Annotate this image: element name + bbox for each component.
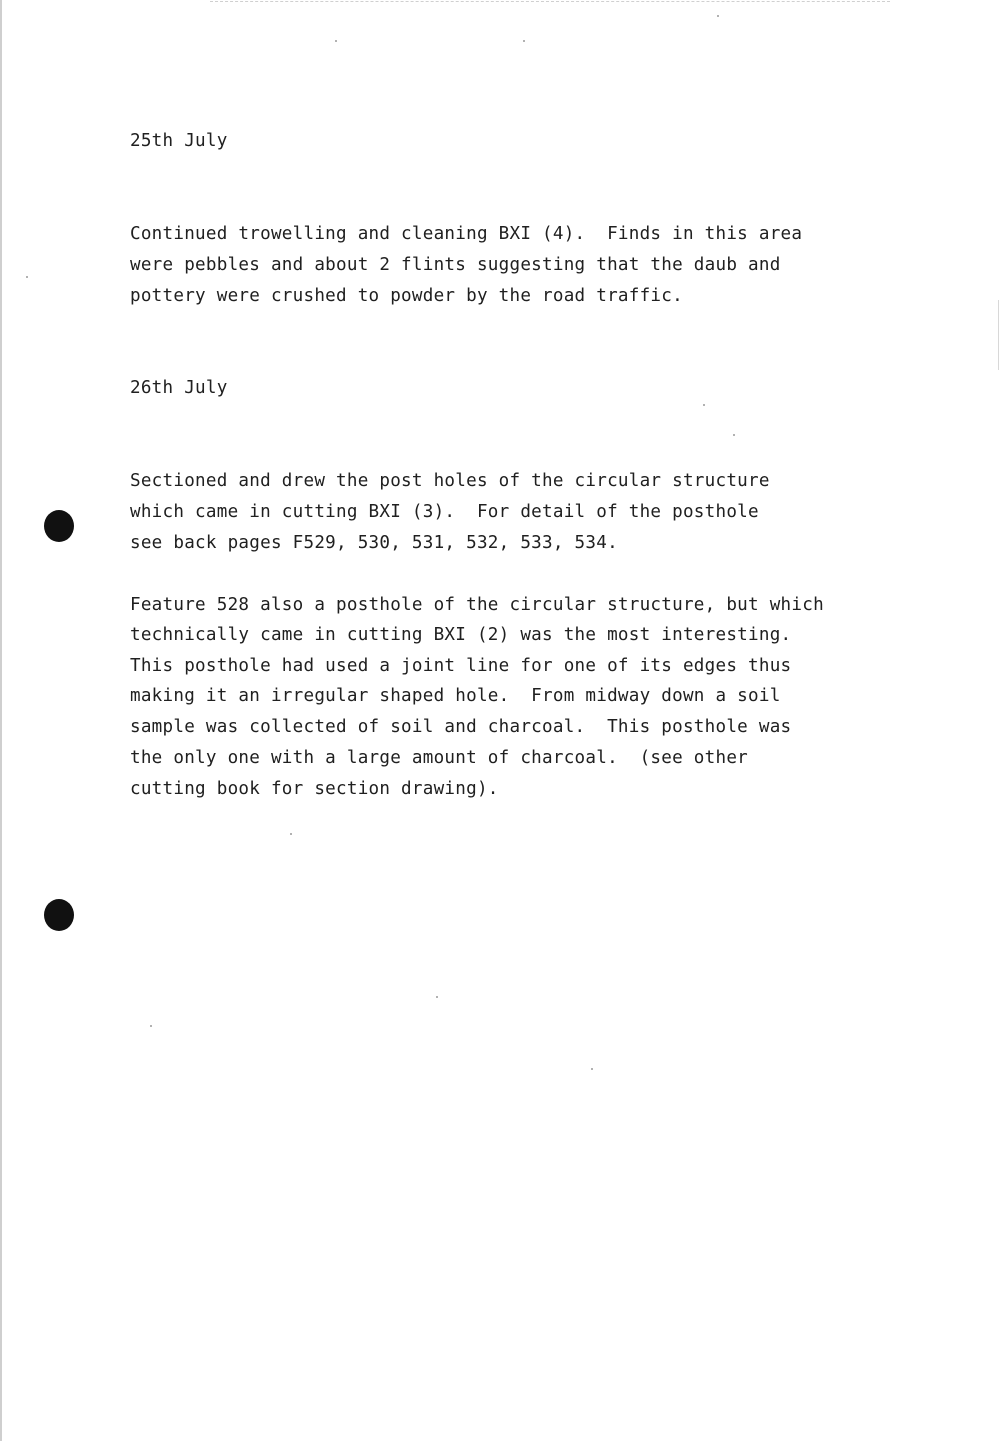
page-left-edge bbox=[0, 0, 2, 1441]
scan-speck bbox=[335, 40, 337, 42]
entry-text-line: Sectioned and drew the post holes of the circular structure bbox=[130, 471, 770, 491]
entry-text-line: This posthole had used a joint line for one of its edges thus bbox=[130, 656, 792, 676]
scan-speck bbox=[290, 833, 292, 835]
entry-text-line: cutting book for section drawing). bbox=[130, 779, 499, 799]
entry-text-line: sample was collected of soil and charcoal. This posthole was bbox=[130, 717, 792, 737]
entry-text-line: the only one with a large amount of charcoal. (see other bbox=[130, 748, 749, 768]
page-right-edge bbox=[998, 300, 999, 370]
scan-speck bbox=[591, 1068, 593, 1070]
entry-text-line: making it an irregular shaped hole. From midway down a soil bbox=[130, 686, 781, 706]
page-top-edge bbox=[210, 1, 890, 3]
scan-speck bbox=[717, 15, 719, 17]
entry-text-line: which came in cutting BXI (3). For detail of the posthole bbox=[130, 502, 759, 522]
scan-speck bbox=[26, 276, 28, 278]
entry-date-26th-july: 26th July bbox=[130, 378, 228, 398]
scan-speck bbox=[523, 40, 525, 42]
punch-hole-lower bbox=[44, 899, 74, 931]
entry-date-25th-july: 25th July bbox=[130, 131, 228, 151]
entry-text-line: Continued trowelling and cleaning BXI (4). Finds in this area bbox=[130, 224, 803, 244]
scan-speck bbox=[703, 404, 705, 406]
entry-text-line: technically came in cutting BXI (2) was the most interesting. bbox=[130, 625, 792, 645]
scan-speck bbox=[150, 1025, 152, 1027]
entry-text-line: pottery were crushed to powder by the road traffic. bbox=[130, 286, 683, 306]
punch-hole-upper bbox=[44, 510, 74, 542]
entry-text-line: were pebbles and about 2 flints suggesting that the daub and bbox=[130, 255, 781, 275]
scan-speck bbox=[436, 996, 438, 998]
entry-text-line: see back pages F529, 530, 531, 532, 533, 534. bbox=[130, 533, 618, 553]
scan-speck bbox=[733, 434, 735, 436]
entry-text-line: Feature 528 also a posthole of the circular structure, but which bbox=[130, 595, 824, 615]
